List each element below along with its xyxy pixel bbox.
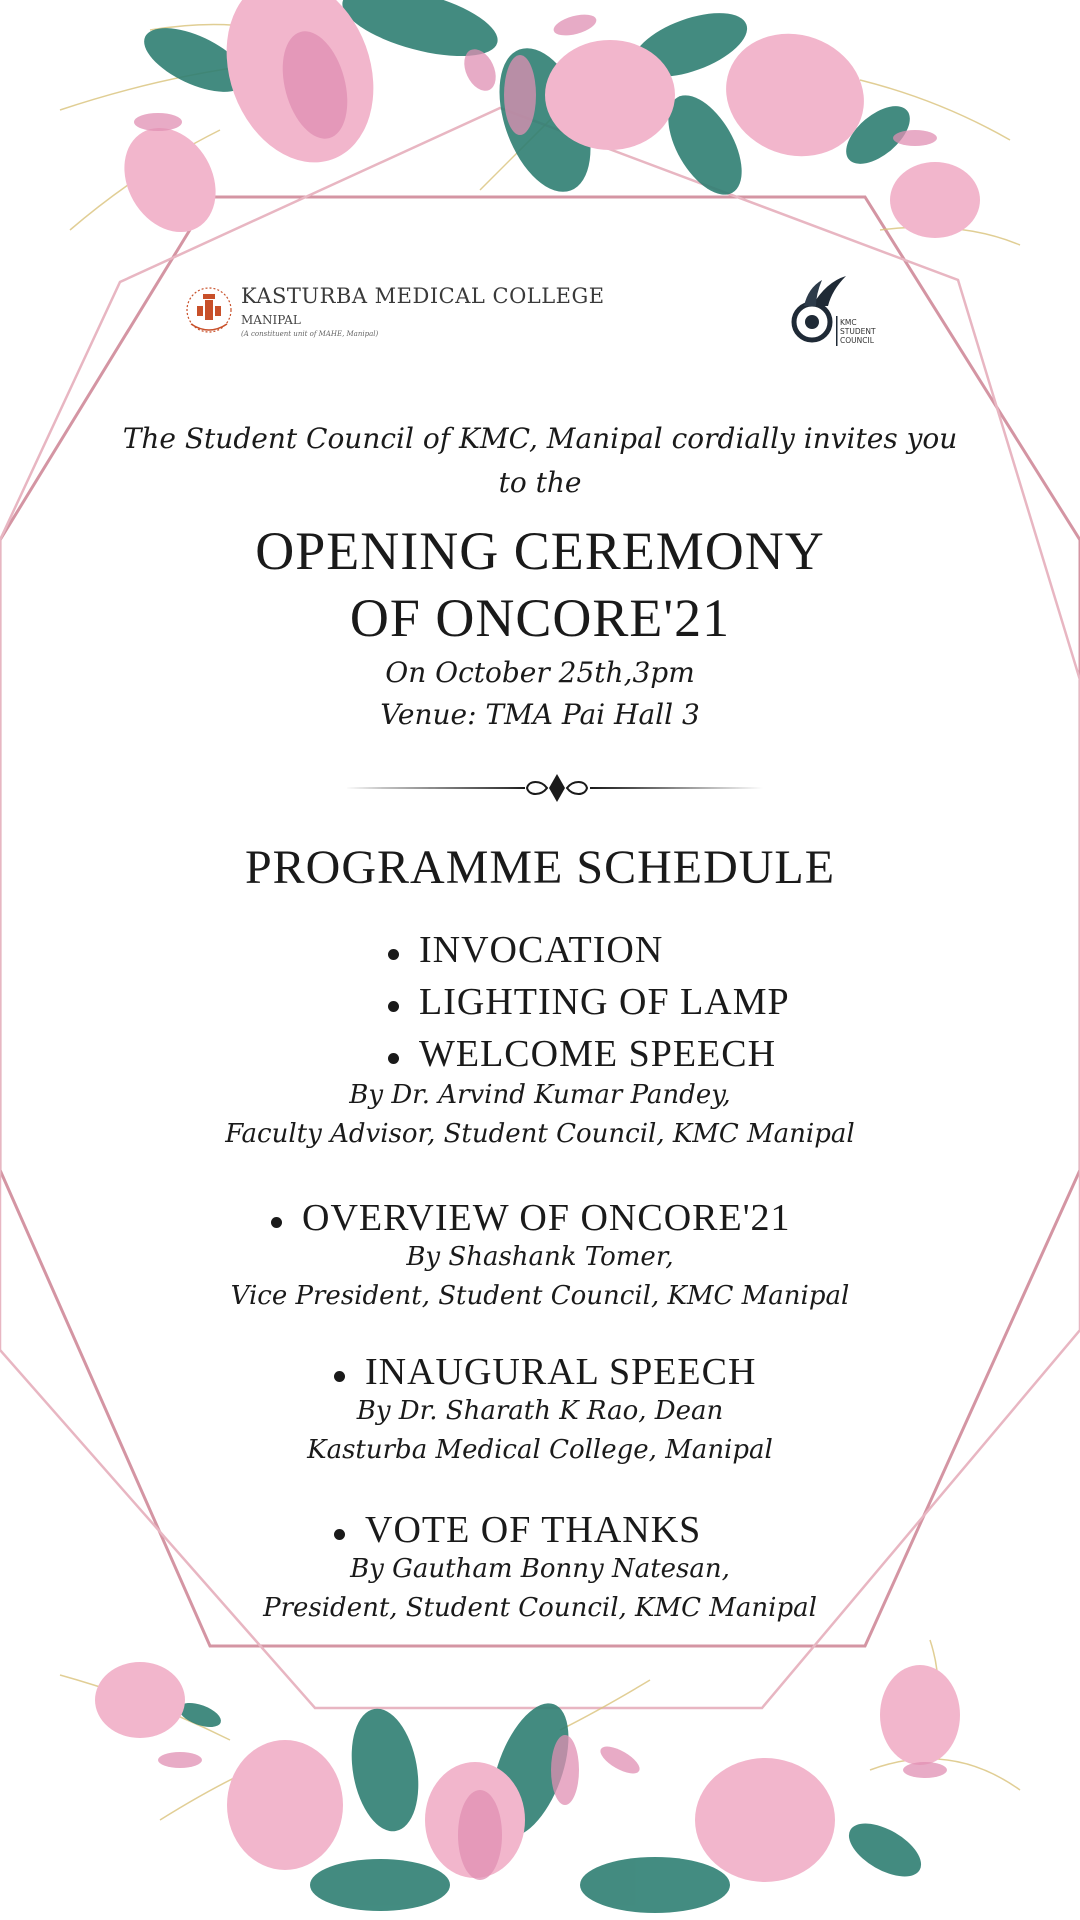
college-seal-icon [183,282,235,340]
council-logo-text: KMC STUDENT COUNCIL [840,318,876,345]
schedule-item-title: INAUGURAL SPEECH [365,1351,757,1393]
bullet-icon [388,1053,399,1064]
schedule-item-inaugural-speech [334,1350,756,1394]
college-name: KASTURBA MEDICAL COLLEGE [241,284,605,308]
schedule-item-invocation [388,928,663,972]
invitation-line-1: The Student Council of KMC, Manipal cordially invites you [122,422,958,455]
floral-top-decoration [0,0,1080,300]
schedule-item-title: LIGHTING OF LAMP [419,981,790,1023]
schedule-item-title: WELCOME SPEECH [419,1033,777,1075]
bullet-icon [334,1529,345,1540]
college-city: MANIPAL [241,313,301,327]
ornamental-divider-icon [345,772,770,804]
council-logo [786,272,896,356]
welcome-speaker-role: Faculty Advisor, Student Council, KMC Manipal [225,1119,855,1149]
inaugural-speaker-role: Kasturba Medical College, Manipal [307,1435,773,1465]
college-subline: (A constituent unit of MAHE, Manipal) [241,330,379,338]
bullet-icon [388,1001,399,1012]
overview-speaker-role: Vice President, Student Council, KMC Manipal [230,1281,850,1311]
overview-speaker-name: By Shashank Tomer, [406,1242,674,1272]
schedule-item-title: OVERVIEW OF ONCORE'21 [302,1197,791,1239]
event-title-line-2: OF ONCORE'21 [349,588,731,648]
event-title-line-1: OPENING CEREMONY [255,521,825,581]
event-venue: Venue: TMA Pai Hall 3 [380,698,700,731]
floral-bottom-decoration [0,1620,1080,1920]
schedule-item-vote-of-thanks [334,1508,701,1552]
event-date: On October 25th,3pm [385,656,695,689]
schedule-item-welcome-speech [388,1032,776,1076]
schedule-item-overview [271,1196,791,1240]
inaugural-speaker-name: By Dr. Sharath K Rao, Dean [356,1396,724,1426]
schedule-heading: PROGRAMME SCHEDULE [244,841,836,894]
invitation-line-2: to the [498,466,582,499]
schedule-item-title: VOTE OF THANKS [365,1509,702,1551]
bullet-icon [388,949,399,960]
schedule-item-lighting-of-lamp [388,980,790,1024]
thanks-speaker-role: President, Student Council, KMC Manipal [263,1593,817,1623]
college-logo [183,282,623,350]
thanks-speaker-name: By Gautham Bonny Natesan, [350,1554,730,1584]
welcome-speaker-name: By Dr. Arvind Kumar Pandey, [349,1080,731,1110]
bullet-icon [271,1217,282,1228]
bullet-icon [334,1371,345,1382]
schedule-item-title: INVOCATION [419,929,664,971]
